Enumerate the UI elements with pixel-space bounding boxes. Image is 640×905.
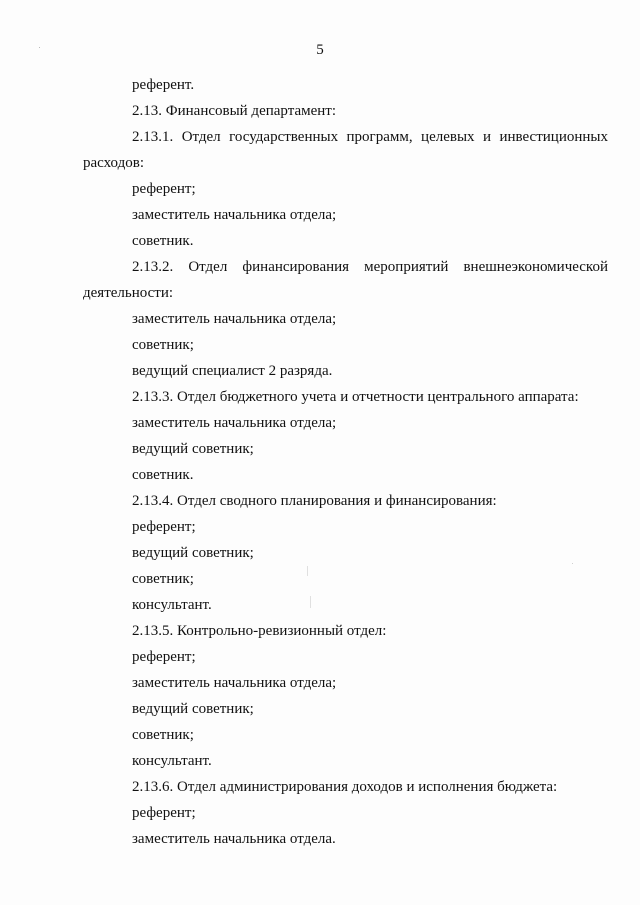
list-item: советник.	[132, 233, 194, 249]
scan-speck	[310, 596, 311, 608]
section-heading: 2.13. Финансовый департамент:	[132, 103, 337, 119]
subsection-heading-continuation: расходов:	[83, 155, 144, 171]
list-item: заместитель начальника отдела;	[132, 207, 337, 223]
subsection-heading: 2.13.2. Отдел финансирования мероприятий внешнеэкономической	[132, 259, 608, 275]
subsection-heading: 2.13.1. Отдел государственных программ, целевых и инвестиционных	[132, 129, 608, 145]
list-item: консультант.	[132, 597, 212, 613]
subsection-heading: 2.13.3. Отдел бюджетного учета и отчетности центрального аппарата:	[132, 389, 579, 405]
page-number: 5	[316, 42, 324, 58]
list-item: ведущий советник;	[132, 701, 254, 717]
scan-speck	[39, 47, 40, 48]
list-item: референт;	[132, 181, 196, 197]
subsection-heading-continuation: деятельности:	[83, 285, 174, 301]
list-item: консультант.	[132, 753, 212, 769]
list-item: заместитель начальника отдела.	[132, 831, 336, 847]
list-item: советник;	[132, 727, 194, 743]
list-item: ведущий советник;	[132, 545, 254, 561]
list-item: заместитель начальника отдела;	[132, 675, 337, 691]
list-item: референт;	[132, 649, 196, 665]
list-item: референт.	[132, 77, 195, 93]
subsection-heading: 2.13.6. Отдел администрирования доходов и исполнения бюджета:	[132, 779, 558, 795]
list-item: ведущий специалист 2 разряда.	[132, 363, 333, 379]
list-item: советник;	[132, 571, 194, 587]
list-item: референт;	[132, 519, 196, 535]
list-item: заместитель начальника отдела;	[132, 311, 337, 327]
scan-speck	[307, 566, 308, 576]
list-item: советник.	[132, 467, 194, 483]
list-item: ведущий советник;	[132, 441, 254, 457]
scan-speck	[572, 563, 573, 564]
subsection-heading: 2.13.5. Контрольно-ревизионный отдел:	[132, 623, 387, 639]
subsection-heading: 2.13.4. Отдел сводного планирования и финансирования:	[132, 493, 497, 509]
list-item: референт;	[132, 805, 196, 821]
list-item: заместитель начальника отдела;	[132, 415, 337, 431]
list-item: советник;	[132, 337, 194, 353]
